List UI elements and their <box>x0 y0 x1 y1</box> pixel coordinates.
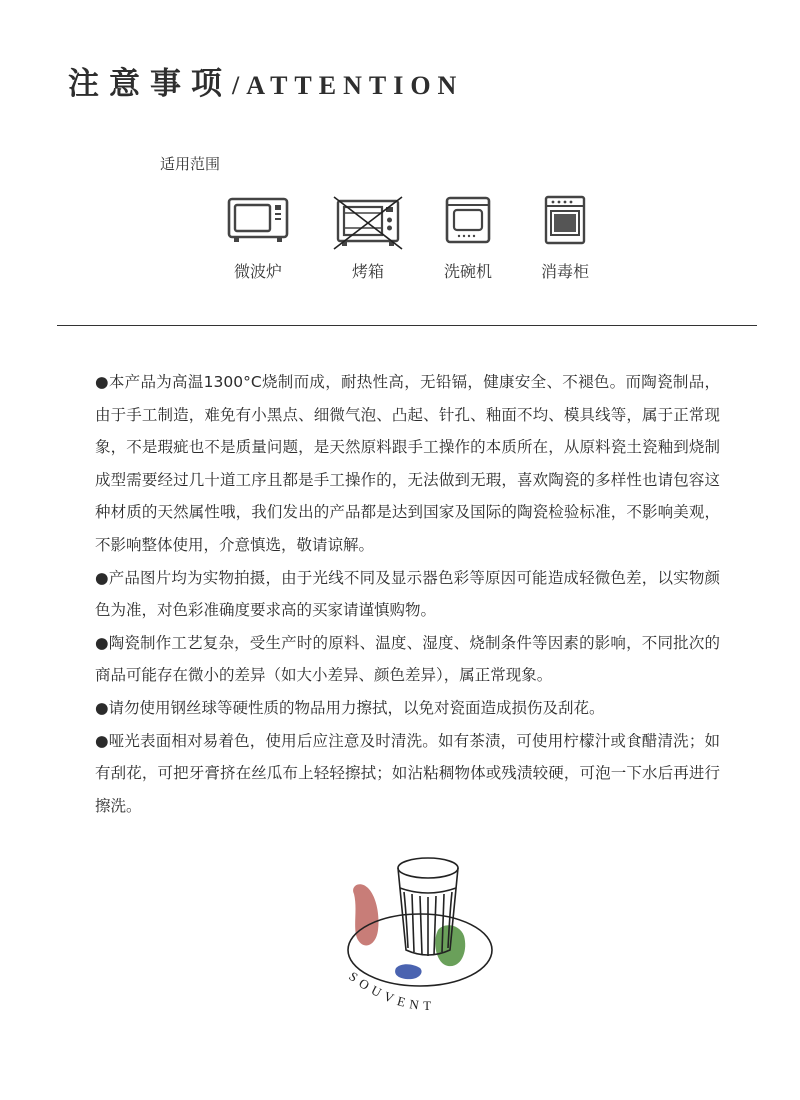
note-paragraph: ●产品图片均为实物拍摄，由于光线不同及显示器色彩等原因可能造成轻微色差，以实物颜色为准，对色彩准确度要求高的买家请谨慎购物。 <box>95 568 720 620</box>
logo-blue-shape <box>395 964 421 979</box>
note-paragraph: ●陶瓷制作工艺复杂，受生产时的原料、温度、湿度、烧制条件等因素的影响，不同批次的商品可能存在微小的差异（如大小差异、颜色差异），属正常现象。 <box>95 633 720 685</box>
dishwasher-icon <box>443 195 493 245</box>
logo-pink-shape <box>353 884 378 945</box>
microwave-icon <box>226 195 290 245</box>
title-chinese: 注意事项 <box>68 66 232 102</box>
appliance-label-sterilizer: 消毒柜 <box>540 262 589 281</box>
page-title <box>68 58 463 103</box>
appliance-label-oven: 烤箱 <box>351 262 384 281</box>
sterilizer-cabinet-icon <box>540 195 590 245</box>
note-paragraph: ●本产品为高温1300°C烧制而成，耐热性高，无铅镉，健康安全、不褪色。而陶瓷制品，由于手工制造，难免有小黑点、细微气泡、凸起、针孔、釉面不均、模具线等，属于正常现象，不是瑕疵也不是质量问题，是天然原料跟手工操作的本质所在，从原料瓷土瓷釉到烧制成型需要经过几十道工序且都是手工操作的，无法做到无瑕，喜欢陶瓷的多样性也请包容这种材质的天然属性哦，我们发出的产品都是达到国家及国际的陶瓷检验标准，不影响美观，不影响整体使用，介意慎选，敬请谅解。 <box>95 373 720 554</box>
scope-label: 适用范围 <box>160 155 221 173</box>
oven-icon <box>331 195 405 251</box>
title-english: /ATTENTION <box>232 71 464 100</box>
note-paragraph: ●哑光表面相对易着色，使用后应注意及时清洗。如有茶渍，可使用柠檬汁或食醋清洗；如有刮花，可把牙膏挤在丝瓜布上轻轻擦拭；如沾粘稠物体或残渍较硬，可泡一下水后再进行擦洗。 <box>95 731 720 815</box>
appliance-microwave <box>203 195 313 282</box>
appliance-dishwasher <box>413 195 523 282</box>
appliance-sterilizer <box>510 195 620 282</box>
appliance-oven <box>313 195 423 282</box>
logo-text: SOUVENT <box>346 968 437 1014</box>
appliance-label-microwave: 微波炉 <box>233 262 282 281</box>
brand-logo <box>340 850 500 1025</box>
notes-section <box>95 366 720 822</box>
logo-glass-outline <box>398 858 458 956</box>
note-paragraph: ●请勿使用钢丝球等硬性质的物品用力擦拭，以免对瓷面造成损伤及刮花。 <box>95 698 605 717</box>
appliance-label-dishwasher: 洗碗机 <box>443 262 492 281</box>
section-divider <box>57 325 757 326</box>
